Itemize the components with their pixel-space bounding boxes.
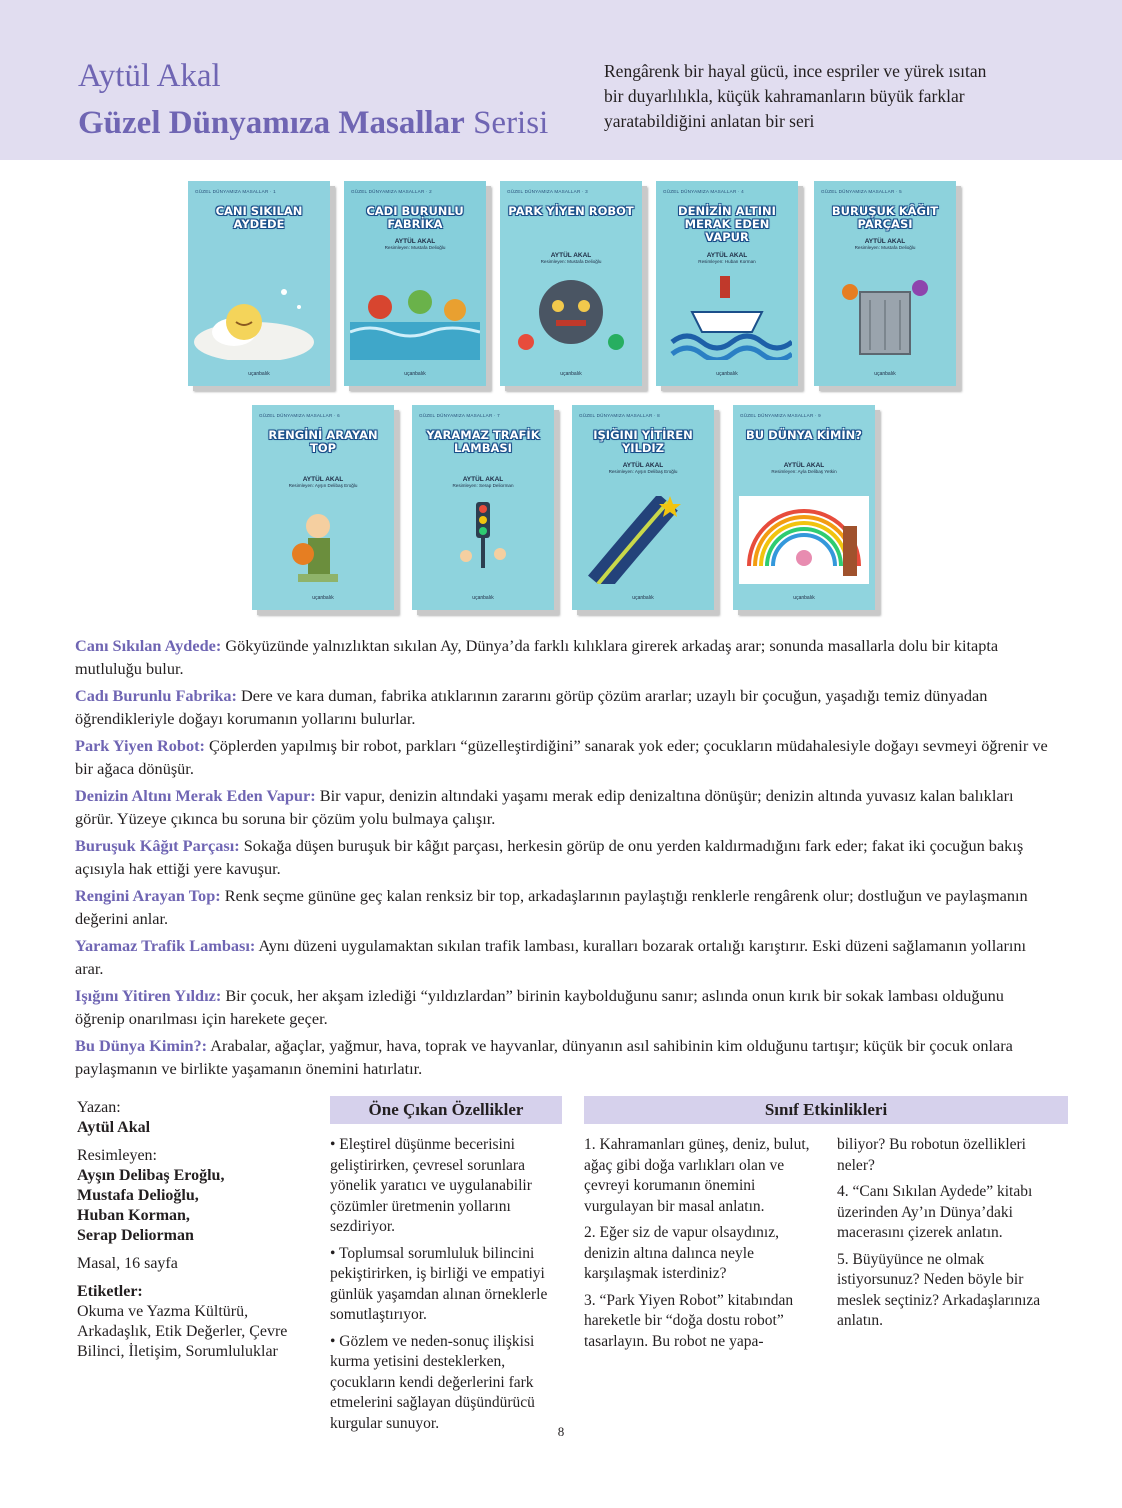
book-cover-5 [814,181,956,386]
book-summaries [75,634,1055,1084]
page-number: 8 [557,1424,565,1439]
book-metadata [77,1098,317,1362]
illustrator-name: Serap Deliorman [77,1227,194,1244]
cover-illustration [194,272,324,360]
activity-item: biliyor? Bu robotun özellikleri neler? [837,1136,1026,1174]
book-cover-4 [656,181,798,386]
cover-series: GÜZEL DÜNYAMIZA MASALLAR · 4 [663,189,744,194]
activities-column-1 [584,1135,812,1358]
cover-publisher: uçanbalık [472,595,494,601]
cover-author: AYTÜL AKAL [706,252,748,259]
activity-item: 5. Büyüyünce ne olmak istiyorsunuz? Neden böyle bir meslek seçtiniz? Arkadaşlarınıza anlatın. [837,1250,1041,1329]
tagline-line: bir duyarlılıkla, küçük kahramanların büyük farklar [604,86,965,106]
cover-title: CANI SIKILAN AYDEDE [215,204,303,231]
cover-title: DENİZİN ALTINI MERAK EDEN VAPUR [678,204,776,244]
cover-author: AYTÜL AKAL [302,476,344,483]
cover-title: PARK YİYEN ROBOT [508,204,634,218]
book-cover-6 [252,405,394,610]
illustrator-label: Resimleyen: [77,1147,157,1164]
illustrator-name: Mustafa Delioğlu, [77,1187,199,1204]
summary-text: Aynı düzeni uygulamaktan sıkılan trafik lambası, kuralları bozarak ortalığı karıştırır. Eski düzeni sağlamanın yollarını arar. [75,936,1027,978]
cover-publisher: uçanbalık [404,371,426,377]
series-tagline [604,59,1064,134]
cover-title: IŞIĞINI YİTİREN YILDIZ [593,428,693,455]
cover-illustration [662,272,792,360]
summary-title: Canı Sıkılan Aydede: [75,636,222,655]
cover-illustration [820,272,950,360]
summary-title: Cadı Burunlu Fabrika: [75,686,237,705]
book-cover-1 [188,181,330,386]
cover-illustrator: Resimleyen: Huban Korman [698,259,756,264]
summary-item [75,634,1055,680]
summary-title: Buruşuk Kâğıt Parçası: [75,836,240,855]
summary-text: Renk seçme gününe geç kalan renksiz bir top, arkadaşlarının paylaştığı renklerle rengârenk olur; dostluğun ve paylaşmanın değerini anlar. [75,886,1028,928]
cover-illustration [578,496,708,584]
cover-illustrator: Resimleyen: Ayşın Delibaş Eroğlu [288,483,358,488]
feature-item: • Gözlem ve neden-sonuç ilişkisi kurma yetisini desteklerken, çocukların kendi değerlerini fark etmelerini sağlayan düşündürücü kurgular sunuyor. [330,1332,535,1432]
summary-title: Yaramaz Trafik Lambası: [75,936,256,955]
book-cover-3 [500,181,642,386]
cover-illustrator: Resimleyen: Mustafa Delioğlu [540,259,602,264]
summary-item [75,984,1055,1030]
cover-illustrator: Resimleyen: Ayşın Delibaş Eroğlu [608,469,678,474]
summary-title: Rengini Arayan Top: [75,886,221,905]
cover-title: BU DÜNYA KİMİN? [746,428,862,442]
cover-author: AYTÜL AKAL [622,462,664,469]
feature-item: • Eleştirel düşünme becerisini geliştirirken, çevresel sorunlara yönelik yaratıcı ve uygulanabilir çözümler üretmenin yollarını sezdiriyor. [330,1136,532,1235]
cover-publisher: uçanbalık [248,371,270,377]
illustrator-name: Ayşın Delibaş Eroğlu, [77,1167,225,1184]
cover-series: GÜZEL DÜNYAMIZA MASALLAR · 6 [259,413,340,418]
activity-item: 4. “Canı Sıkılan Aydede” kitabı üzerinden Ay’ın Dünya’daki macerasını çizerek anlatın. [837,1183,1033,1241]
summary-item [75,684,1055,730]
summary-item [75,884,1055,930]
series-title-rest: Serisi [464,105,549,141]
summary-title: Denizin Altını Merak Eden Vapur: [75,786,316,805]
cover-illustrator: Resimleyen: Serap Deliorman [452,483,514,488]
summary-text: Bir çocuk, her akşam izlediği “yıldızlardan” birinin kaybolduğunu sanır; aslında onun kırık bir sokak lambası olduğunu öğrenip onarılması için harekete geçer. [75,986,1004,1028]
cover-series: GÜZEL DÜNYAMIZA MASALLAR · 8 [579,413,660,418]
cover-illustration [350,272,480,360]
summary-item [75,834,1055,880]
summary-title: Park Yiyen Robot: [75,736,205,755]
summary-item [75,784,1055,830]
author-name: Aytül Akal [78,58,221,94]
summary-item [75,1034,1055,1080]
cover-series: GÜZEL DÜNYAMIZA MASALLAR · 2 [351,189,432,194]
book-cover-8 [572,405,714,610]
writer-name: Aytül Akal [77,1119,151,1136]
cover-series: GÜZEL DÜNYAMIZA MASALLAR · 3 [507,189,588,194]
summary-text: Çöplerden yapılmış bir robot, parkları “güzelleştirdiğini” sanarak yok eder; çocukların müdahalesiyle doğayı sevmeyi öğrenir ve bir ağaca dönüşür. [75,736,1048,778]
cover-illustration [506,272,636,360]
activities-heading: Sınıf Etkinlikleri [584,1096,1068,1124]
features-list [330,1135,562,1440]
cover-author: AYTÜL AKAL [462,476,504,483]
cover-title: YARAMAZ TRAFİK LAMBASI [426,428,540,455]
cover-publisher: uçanbalık [716,371,738,377]
book-cover-2 [344,181,486,386]
cover-series: GÜZEL DÜNYAMIZA MASALLAR · 7 [419,413,500,418]
tagline-line: yaratabildiğini anlatan bir seri [604,111,815,131]
cover-illustration [418,496,548,584]
cover-author: AYTÜL AKAL [783,462,825,469]
cover-series: GÜZEL DÜNYAMIZA MASALLAR · 5 [821,189,902,194]
summary-item [75,734,1055,780]
tags-list: Okuma ve Yazma Kültürü, Arkadaşlık, Etik Değerler, Çevre Bilinci, İletişim, Sorumluluklar [77,1303,288,1360]
summary-text: Gökyüzünde yalnızlıktan sıkılan Ay, Dünya’da farklı kılıklara girerek arkadaş arar; sonunda masallarla dolu bir kitapta mutluluğu bulur. [75,636,999,678]
cover-publisher: uçanbalık [874,371,896,377]
summary-title: Işığını Yitiren Yıldız: [75,986,222,1005]
summary-text: Sokağa düşen buruşuk bir kâğıt parçası, herkesin görüp de onu yerden kaldırmadığını fark eder; fakat iki çocuğun bakış açısıyla hak ettiği yere kavuşur. [75,836,1024,878]
summary-item [75,934,1055,980]
summary-text: Bir vapur, denizin altındaki yaşamı merak edip denizaltına dönüşür; denizin altında yuvasız kalan balıkları görür. Yüzeye çıkınca bu soruna bir çözüm yolu bulmaya çalışır. [75,786,1014,828]
tags-label: Etiketler: [77,1283,143,1300]
cover-title: RENGİNİ ARAYAN TOP [268,428,378,455]
series-title [78,103,548,143]
cover-publisher: uçanbalık [793,595,815,601]
writer-label: Yazan: [77,1099,121,1116]
cover-series: GÜZEL DÜNYAMIZA MASALLAR · 1 [195,189,276,194]
genre-info: Masal, 16 sayfa [77,1255,178,1272]
cover-author: AYTÜL AKAL [394,238,436,245]
series-title-bold: Güzel Dünyamıza Masallar [78,105,465,141]
illustrator-name: Huban Korman, [77,1207,190,1224]
summary-title: Bu Dünya Kimin?: [75,1036,208,1055]
tagline-line: Rengârenk bir hayal gücü, ince espriler ve yürek ısıtan [604,61,987,81]
activity-item: 1. Kahramanları güneş, deniz, bulut, ağaç gibi doğa varlıkları olan ve çevreyi korumanın önemini vurgulayan bir masal anlatın. [584,1136,810,1215]
feature-item: • Toplumsal sorumluluk bilincini pekiştirirken, iş birliği ve empatiyi günlük yaşamdan alınan örneklerle somutlaştırıyor. [330,1244,548,1323]
activity-item: 2. Eğer siz de vapur olsaydınız, denizin altına dalınca neyle karşılaşmak isterdiniz? [584,1224,779,1282]
cover-illustrator: Resimleyen: Mustafa Delioğlu [384,245,446,250]
cover-author: AYTÜL AKAL [864,238,906,245]
cover-author: AYTÜL AKAL [550,252,592,259]
activity-item: 3. “Park Yiyen Robot” kitabından hareketle bir “doğa dostu robot” tasarlayın. Bu robot ne yapa- [584,1291,794,1350]
book-cover-7 [412,405,554,610]
cover-title: CADI BURUNLU FABRİKA [366,204,464,231]
cover-title: BURUŞUK KÂĞIT PARÇASI [831,204,939,231]
cover-illustrator: Resimleyen: Mustafa Delioğlu [854,245,916,250]
cover-publisher: uçanbalık [560,371,582,377]
summary-text: Dere ve kara duman, fabrika atıklarının zararını görüp çözüm ararlar; uzaylı bir çocuğun, yaşadığı temiz dünyadan öğrendikleriyle doğayı korumanın yollarını bulurlar. [75,686,988,728]
header-band [0,0,1122,160]
cover-illustration [258,496,388,584]
cover-series: GÜZEL DÜNYAMIZA MASALLAR · 9 [740,413,821,418]
book-cover-9 [733,405,875,610]
activities-column-2 [837,1135,1065,1338]
cover-illustration [739,496,869,584]
cover-publisher: uçanbalık [312,595,334,601]
cover-publisher: uçanbalık [632,595,654,601]
features-heading: Öne Çıkan Özellikler [330,1096,562,1124]
cover-illustrator: Resimleyen: Ayla Delibaş Yetkin [771,469,837,474]
summary-text: Arabalar, ağaçlar, yağmur, hava, toprak ve hayvanlar, dünyanın asıl sahibinin kim olduğunu tartışır; küçük bir çocuk onlara paylaşmanın ve birlikte yaşamanın önemini hatırlatır. [75,1036,1013,1078]
